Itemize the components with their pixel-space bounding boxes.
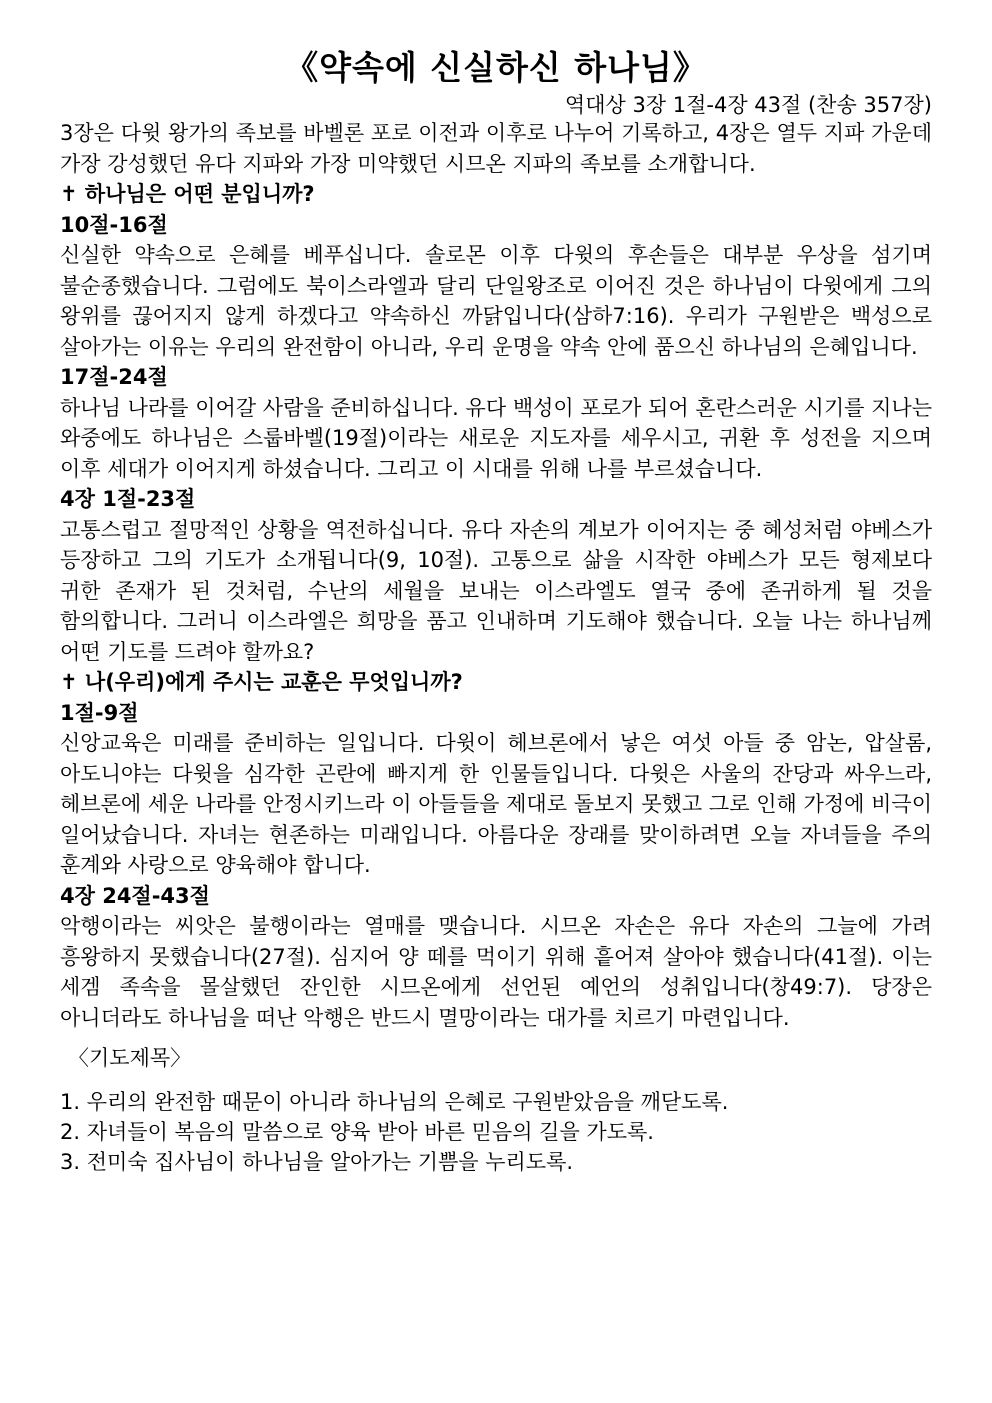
- intro-paragraph: 3장은 다윗 왕가의 족보를 바벨론 포로 이전과 이후로 나누어 기록하고, 4장은 열두 지파 가운데 가장 강성했던 유다 지파와 가장 미약했던 시므온 지파의 족보를 소개합니다.: [60, 121, 932, 176]
- section-heading-lessons: ✝ 나(우리)에게 주시는 교훈은 무엇입니까?: [60, 670, 463, 694]
- verse-heading: 17절-24절: [60, 365, 168, 389]
- verse-heading: 1절-9절: [60, 700, 139, 725]
- prayer-item: 1. 우리의 완전함 때문이 아니라 하나님의 은혜로 구원받았음을 깨닫도록.: [60, 1090, 729, 1114]
- section-heading-who-is-god: ✝ 하나님은 어떤 분입니까?: [60, 182, 315, 206]
- page-title: 《약속에 신실하신 하나님》: [285, 48, 707, 87]
- prayer-title: 〈기도제목〉: [68, 1046, 192, 1070]
- verse-heading: 10절-16절: [60, 212, 168, 237]
- scripture-reference: 역대상 3장 1절-4장 43절 (찬송 357장): [564, 93, 932, 117]
- verse-paragraph: 신앙교육은 미래를 준비하는 일입니다. 다윗이 헤브론에서 낳은 여섯 아들 중 암논, 압살롬, 아도니야는 다윗을 심각한 곤란에 빠지게 한 인물들입니다. 다윗은 사울의 잔당과 싸우느라, 헤브론에 세운 나라를 안정시키느라 이 아들들을 제대로 돌보지 못했고 그로 인해 가정에 비극이 일어났습니다. 자녀는 현존하는 미래입니다. 아름다운 장래를 맞이하려면 오늘 자녀들을 주의 훈계와 사랑으로 양육해야 합니다.: [60, 731, 932, 877]
- prayer-item: 3. 전미숙 집사님이 하나님을 알아가는 기쁨을 누리도록.: [60, 1150, 574, 1174]
- verse-paragraph: 악행이라는 씨앗은 불행이라는 열매를 맺습니다. 시므온 자손은 유다 자손의 그늘에 가려 흥왕하지 못했습니다(27절). 심지어 양 떼를 먹이기 위해 흩어져 살아야 했습니다(41절). 이는 세겜 족속을 몰살했던 잔인한 시므온에게 선언된 예언의 성취입니다(창49:7). 당장은 아니더라도 하나님을 떠난 악행은 반드시 멸망이라는 대가를 치르기 마련입니다.: [60, 914, 932, 1030]
- verse-paragraph: 고통스럽고 절망적인 상황을 역전하십니다. 유다 자손의 계보가 이어지는 중 혜성처럼 야베스가 등장하고 그의 기도가 소개됩니다(9, 10절). 고통으로 삶을 시작한 야베스가 모든 형제보다 귀한 존재가 된 것처럼, 수난의 세월을 보내는 이스라엘도 열국 중에 존귀하게 될 것을 함의합니다. 그러니 이스라엘은 희망을 품고 인내하며 기도해야 했습니다. 오늘 나는 하나님께 어떤 기도를 드려야 할까요?: [60, 517, 932, 664]
- verse-heading: 4장 24절-43절: [60, 883, 210, 908]
- prayer-item: 2. 자녀들이 복음의 말씀으로 양육 받아 바른 믿음의 길을 가도록.: [60, 1120, 654, 1144]
- verse-paragraph: 신실한 약속으로 은혜를 베푸십니다. 솔로몬 이후 다윗의 후손들은 대부분 우상을 섬기며 불순종했습니다. 그럼에도 북이스라엘과 달리 단일왕조로 이어진 것은 하나님이 다윗에게 그의 왕위를 끊어지지 않게 하겠다고 약속하신 까닭입니다(삼하7:16). 우리가 구원받은 백성으로 살아가는 이유는 우리의 완전함이 아니라, 우리 운명을 약속 안에 품으신 하나님의 은혜입니다.: [60, 243, 932, 359]
- sermon-content: [60, 118, 932, 1177]
- verse-paragraph: 하나님 나라를 이어갈 사람을 준비하십니다. 유다 백성이 포로가 되어 혼란스러운 시기를 지나는 와중에도 하나님은 스룹바벨(19절)이라는 새로운 지도자를 세우시고, 귀환 후 성전을 지으며 이후 세대가 이어지게 하셨습니다. 그리고 이 시대를 위해 나를 부르셨습니다.: [60, 395, 932, 481]
- verse-heading: 4장 1절-23절: [60, 487, 196, 511]
